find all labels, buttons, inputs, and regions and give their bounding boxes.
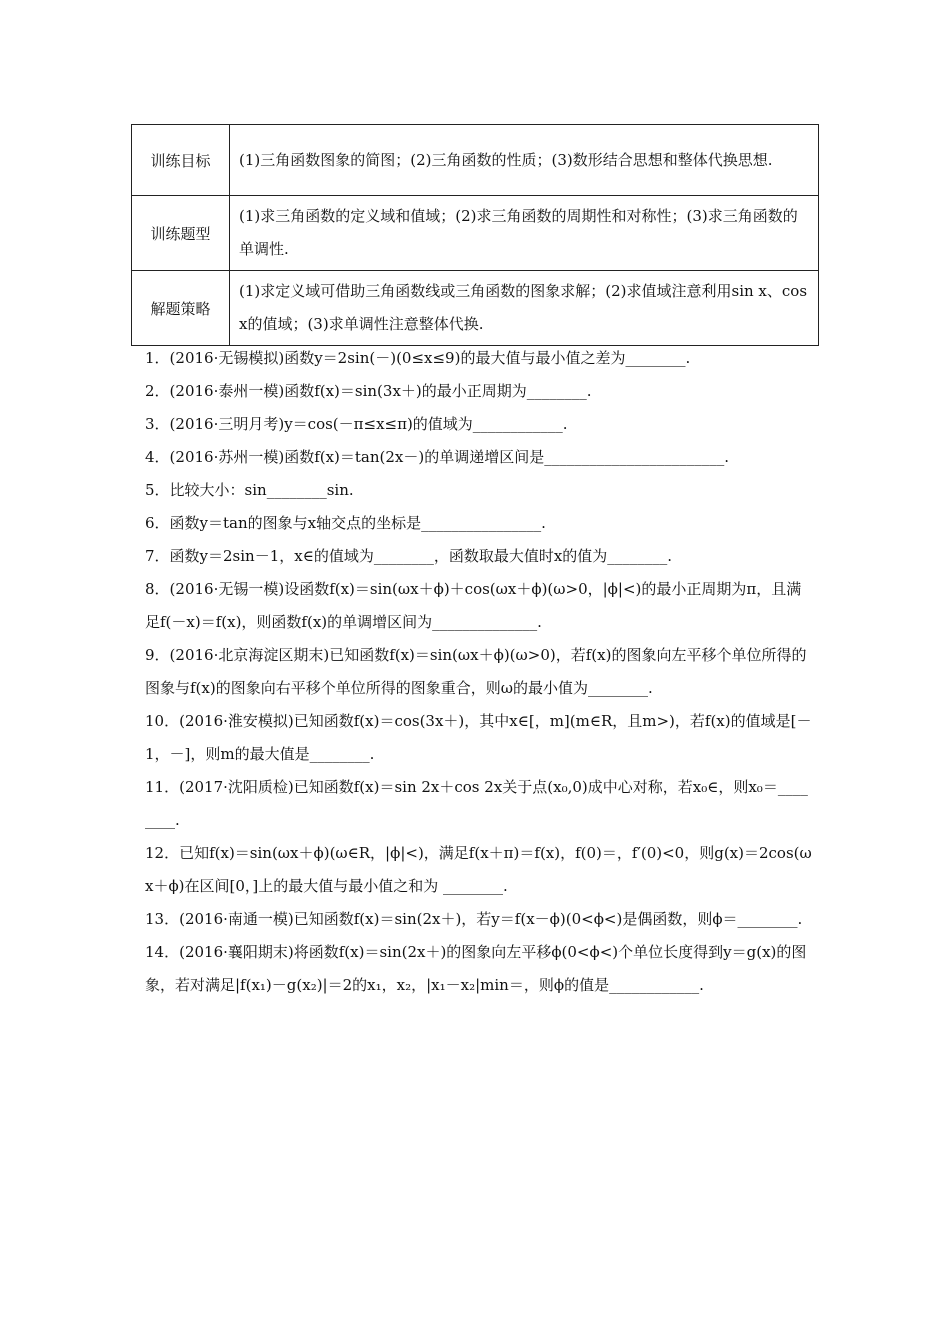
- table-row-type: [132, 196, 819, 271]
- problem-item: 8．(2016·无锡一模)设函数f(x)＝sin(ωx＋ϕ)＋cos(ωx＋ϕ)(ω>0，|ϕ|<)的最小正周期为π，且满足f(－x)＝f(x)，则函数f(x)的单调增区间为______________.: [145, 580, 802, 631]
- problem-item: 4．(2016·苏州一模)函数f(x)＝tan(2x－)的单调递增区间是________________________.: [145, 448, 730, 466]
- problem-item: 6．函数y＝tan的图象与x轴交点的坐标是________________.: [145, 514, 546, 532]
- problem-item: 14．(2016·襄阳期末)将函数f(x)＝sin(2x＋)的图象向左平移ϕ(0<ϕ<)个单位长度得到y＝g(x)的图象，若对满足|f(x₁)－g(x₂)|＝2的x₁，x₂，|x₁－x₂|min＝，则ϕ的值是____________.: [145, 943, 807, 994]
- row-label: 解题策略: [132, 271, 230, 346]
- problem-item: 11．(2017·沈阳质检)已知函数f(x)＝sin 2x＋cos 2x关于点(x₀,0)成中心对称，若x₀∈，则x₀＝________.: [145, 778, 808, 829]
- problem-item: 13．(2016·南通一模)已知函数f(x)＝sin(2x＋)，若y＝f(x－ϕ)(0<ϕ<)是偶函数，则ϕ＝________.: [145, 910, 803, 928]
- problem-item: 2．(2016·泰州一模)函数f(x)＝sin(3x＋)的最小正周期为________.: [145, 382, 592, 400]
- table-row-goal: [132, 125, 819, 196]
- row-label: 训练目标: [132, 125, 230, 196]
- problem-item: 10．(2016·淮安模拟)已知函数f(x)＝cos(3x＋)，其中x∈[，m](m∈R，且m>)，若f(x)的值域是[－1，－]，则m的最大值是________.: [145, 712, 812, 763]
- problem-item: 9．(2016·北京海淀区期末)已知函数f(x)＝sin(ωx＋ϕ)(ω>0)，若f(x)的图象向左平移个单位所得的图象与f(x)的图象向右平移个单位所得的图象重合，则ω的最小值为________.: [145, 646, 807, 697]
- problem-list: [145, 342, 815, 1002]
- problem-item: 1．(2016·无锡模拟)函数y＝2sin(－)(0≤x≤9)的最大值与最小值之差为________.: [145, 349, 691, 367]
- table-row-strategy: [132, 271, 819, 346]
- row-content: (1)求三角函数的定义域和值域；(2)求三角函数的周期性和对称性；(3)求三角函数的单调性.: [230, 196, 819, 271]
- row-content: (1)求定义域可借助三角函数线或三角函数的图象求解；(2)求值域注意利用sin x、cos x的值域；(3)求单调性注意整体代换.: [230, 271, 819, 346]
- problem-item: 5．比较大小：sin________sin.: [145, 481, 354, 499]
- problem-item: 3．(2016·三明月考)y＝cos(－π≤x≤π)的值域为____________.: [145, 415, 568, 433]
- problem-item: 7．函数y＝2sin－1，x∈的值域为________，函数取最大值时x的值为________.: [145, 547, 673, 565]
- row-content: (1)三角函数图象的简图；(2)三角函数的性质；(3)数形结合思想和整体代换思想.: [230, 125, 819, 196]
- problem-item: 12．已知f(x)＝sin(ωx＋ϕ)(ω∈R，|ϕ|<)，满足f(x＋π)＝f(x)，f(0)＝，f′(0)<0，则g(x)＝2cos(ωx＋ϕ)在区间[0，]上的最大值与最小值之和为 ________.: [145, 844, 812, 895]
- training-info-table: [131, 124, 819, 346]
- row-label: 训练题型: [132, 196, 230, 271]
